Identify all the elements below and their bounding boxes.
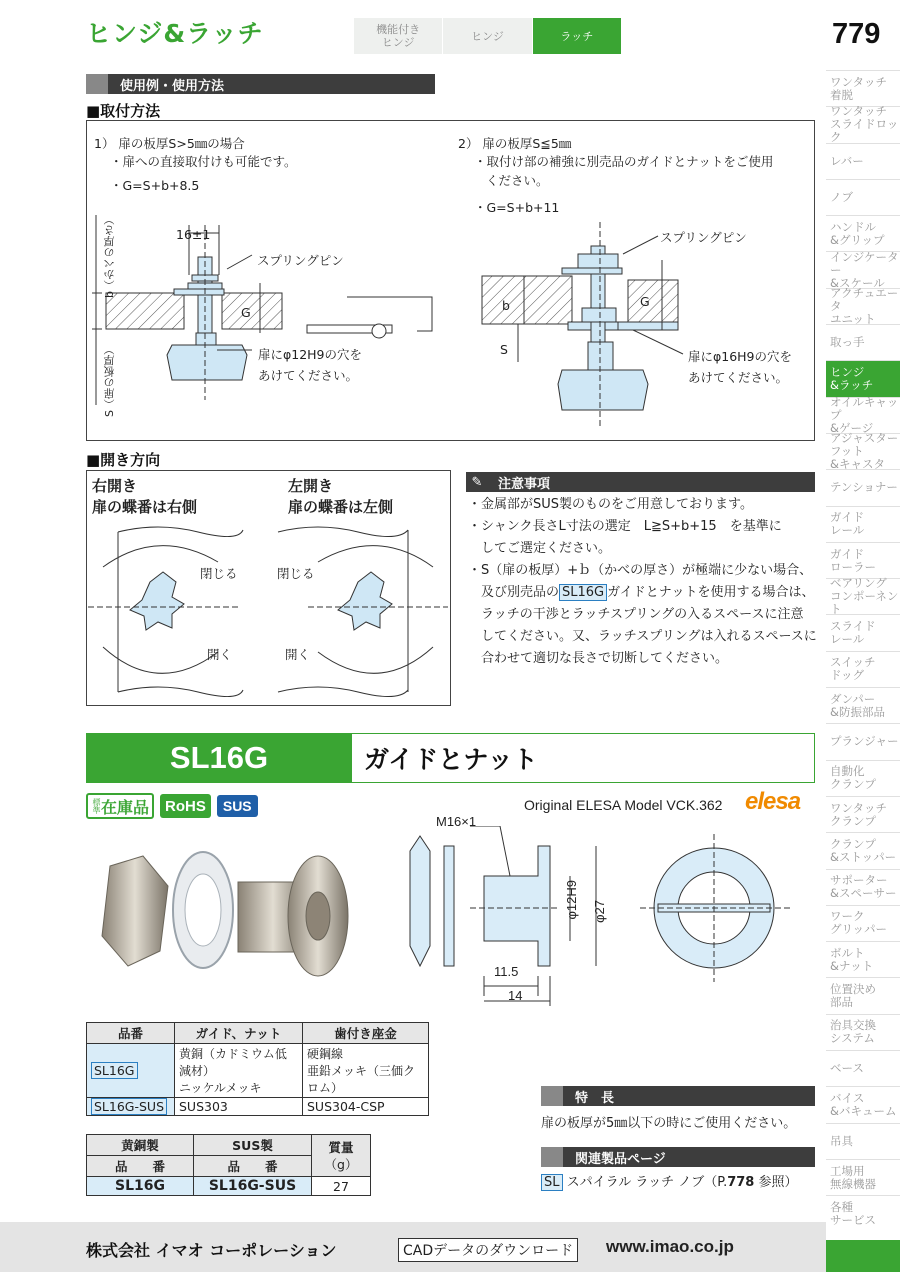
case2-hole-line1: 扉にφ16H9の穴を: [688, 349, 793, 364]
dim-length-1: 11.5: [494, 964, 519, 979]
related-code[interactable]: SL: [541, 1174, 563, 1191]
note-line-prefix: 及び別売品の: [468, 585, 560, 600]
opening-left-subtitle: 扉の蝶番は左側: [288, 498, 394, 516]
page-number: 779: [832, 18, 881, 50]
case1-g-label: G: [241, 305, 251, 320]
opening-left-title: 左開き: [288, 477, 334, 495]
material-header: ガイド、ナット: [175, 1023, 303, 1044]
case1-hole-line2: あけてください。: [258, 368, 359, 383]
notes-body: [468, 494, 820, 670]
related-bar: [541, 1147, 815, 1167]
table-row: [87, 1044, 429, 1098]
standard-label: 標準: [92, 798, 101, 814]
notes-bar: [466, 472, 815, 492]
case2-note-line2: ください。: [486, 173, 549, 188]
dim-outer-diameter: φ27: [592, 900, 607, 923]
original-model: Original ELESA Model VCK.362: [524, 797, 723, 813]
case1-b-label: b（かべの厚さ）: [103, 214, 116, 298]
case1-diagram: [92, 205, 452, 435]
opening-right-subtitle: 扉の蝶番は右側: [92, 498, 198, 516]
opening-heading: ■開き方向: [86, 451, 161, 469]
case1-formula: ・G=S+b+8.5: [110, 178, 200, 193]
sidebar-item[interactable]: 取っ手: [826, 324, 900, 360]
case2-note-line1: ・取付け部の補強に別売品のガイドとナットをご使用: [474, 154, 774, 169]
material-table: [86, 1022, 429, 1116]
cad-download-link[interactable]: CADデータのダウンロード: [398, 1238, 578, 1262]
spec-subheader: 品 番: [87, 1156, 194, 1177]
note-line: ・金属部がSUS製のものをご用意しております。: [468, 497, 753, 512]
case2-s-label: S: [500, 342, 508, 357]
notes-title: 注意事項: [498, 476, 551, 492]
note-line: してご選定ください。: [468, 541, 612, 556]
sidebar-item[interactable]: 各種 サービス: [826, 1195, 900, 1231]
material-guide: SUS303: [175, 1098, 303, 1116]
related-title: 関連製品ページ: [575, 1151, 666, 1167]
opening-diagram: [88, 522, 448, 702]
related-page: 778: [727, 1175, 755, 1190]
related-link[interactable]: [541, 1171, 798, 1190]
mounting-heading: ■取付方法: [86, 102, 161, 120]
page-title: ヒンジ&ラッチ: [86, 19, 264, 48]
rohs-badge: RoHS: [160, 794, 211, 818]
related-text: スパイラル ラッチ ノブ（P.: [566, 1175, 728, 1190]
sidebar-item[interactable]: ガイド レール: [826, 506, 900, 542]
spec-sus-code[interactable]: SL16G-SUS: [194, 1177, 312, 1196]
sidebar-item[interactable]: 治具交換 システム: [826, 1014, 900, 1050]
sidebar-item[interactable]: スライド レール: [826, 614, 900, 650]
note-line-suffix: ガイドとナットを使用する場合は、: [607, 585, 815, 600]
features-text: 扉の板厚が5㎜以下の時にご使用ください。: [541, 1116, 797, 1131]
sidebar-item[interactable]: テンショナー: [826, 469, 900, 505]
elesa-logo: elesa: [745, 788, 801, 815]
opening-right-open: 開く: [207, 647, 233, 662]
table-row: [87, 1177, 371, 1196]
case1-note: ・扉への直接取付けも可能です。: [110, 154, 297, 169]
material-header: 歯付き座金: [303, 1023, 429, 1044]
product-name: ガイドとナット: [364, 745, 538, 774]
note-line: 合わせて適切な長さで切断してください。: [468, 651, 729, 666]
sidebar-item[interactable]: レバー: [826, 143, 900, 179]
footer-accent: [826, 1240, 900, 1272]
note-line: してください。又、ラッチスプリングは入れるスペースに: [468, 629, 817, 644]
sidebar-item[interactable]: オイルキャップ &ゲージ: [826, 397, 900, 433]
spec-header: 黄銅製: [87, 1135, 194, 1156]
case1-hole-line1: 扉にφ12H9の穴を: [258, 347, 363, 362]
case2-diagram: [478, 222, 808, 432]
tab-latch[interactable]: ラッチ: [533, 18, 622, 54]
note-line: [468, 582, 820, 604]
material-code[interactable]: SL16G: [87, 1044, 175, 1098]
sidebar-item[interactable]: クランプ &ストッパー: [826, 832, 900, 868]
opening-left-close: 閉じる: [277, 566, 315, 581]
note-product-code[interactable]: SL16G: [559, 584, 607, 601]
spec-header-mass: 質量 （g）: [312, 1135, 371, 1177]
sidebar-item[interactable]: ノブ: [826, 179, 900, 215]
category-sidebar: [826, 70, 900, 1242]
case2-hole-line2: あけてください。: [688, 370, 789, 385]
case2-spring-pin-label: スプリングピン: [660, 230, 747, 245]
sidebar-item[interactable]: ハンドル &グリップ: [826, 215, 900, 251]
dim-inner-diameter: φ12H9: [564, 880, 579, 920]
case2-title: 2） 扉の板厚S≦5㎜: [458, 136, 572, 151]
case2-b-label: b: [502, 298, 510, 313]
sidebar-item[interactable]: ワンタッチ スライドロック: [826, 106, 900, 142]
case1-s-label: S（扉の板厚）: [103, 344, 116, 417]
dim-length-2: 14: [508, 988, 523, 1003]
sidebar-item[interactable]: 工場用 無線機器: [826, 1159, 900, 1195]
sidebar-item[interactable]: 位置決め 部品: [826, 977, 900, 1013]
material-washer: SUS304-CSP: [303, 1098, 429, 1116]
sidebar-item[interactable]: ヒンジ &ラッチ: [826, 360, 900, 396]
tab-hinge[interactable]: ヒンジ: [443, 18, 532, 54]
sidebar-item[interactable]: ワンタッチ 着脱: [826, 70, 900, 106]
stock-label: 在庫品: [101, 797, 150, 817]
opening-right-title: 右開き: [92, 477, 138, 495]
case1-title: 1） 扉の板厚S>5㎜の場合: [94, 136, 245, 151]
note-line: ・シャンク長さL寸法の選定 L≧S+b+15 を基準に: [468, 519, 782, 534]
sidebar-item[interactable]: ワーク グリッパー: [826, 905, 900, 941]
stock-badge: [86, 793, 154, 819]
material-header: 品番: [87, 1023, 175, 1044]
dim-thread: M16×1: [436, 814, 477, 829]
sidebar-item[interactable]: 吊具: [826, 1123, 900, 1159]
material-guide: 黄銅（カドミウム低減材） ニッケルメッキ: [175, 1044, 303, 1098]
sidebar-item[interactable]: ベース: [826, 1050, 900, 1086]
features-title: 特 長: [575, 1090, 615, 1106]
sidebar-item[interactable]: アクチュエータ ユニット: [826, 288, 900, 324]
category-tabs: [354, 18, 622, 54]
sidebar-item[interactable]: アジャスター フット &キャスタ: [826, 433, 900, 469]
material-washer: 硬鋼線 亜鉛メッキ（三価クロム）: [303, 1044, 429, 1098]
case2-formula: ・G=S+b+11: [474, 200, 560, 215]
pencil-icon: ✎: [471, 474, 483, 490]
sidebar-item[interactable]: ガイド ローラー: [826, 542, 900, 578]
case2-g-label: G: [640, 294, 650, 309]
note-line: ・S（扉の板厚）+ｂ（かべの厚さ）が極端に少ない場合、: [468, 563, 813, 578]
sus-badge: SUS: [217, 795, 258, 817]
usage-section-bar: [86, 74, 435, 94]
case1-dim-label: 16±1: [176, 227, 211, 242]
usage-section-title: 使用例・使用方法: [120, 78, 225, 94]
opening-left-open: 開く: [285, 647, 311, 662]
sidebar-item[interactable]: 自動化 クランプ: [826, 760, 900, 796]
sidebar-item[interactable]: サポーター &スペーサー: [826, 869, 900, 905]
sidebar-item[interactable]: インジケーター &スケール: [826, 251, 900, 287]
material-code[interactable]: SL16G-SUS: [87, 1098, 175, 1116]
spec-header: SUS製: [194, 1135, 312, 1156]
table-row: [87, 1098, 429, 1116]
product-drawing: [400, 826, 820, 1006]
spec-mass: 27: [312, 1177, 371, 1196]
product-photo: [98, 846, 368, 986]
note-line: ラッチの干渉とラッチスプリングの入るスペースに注意: [468, 607, 804, 622]
company-logo: 株式会社 イマオ コーポレーション: [86, 1241, 337, 1260]
opening-right-close: 閉じる: [200, 566, 238, 581]
sidebar-item[interactable]: ベアリング コンポーネント: [826, 578, 900, 614]
case1-spring-pin-label: スプリングピン: [257, 253, 344, 268]
sidebar-item[interactable]: ボルト &ナット: [826, 941, 900, 977]
badges: [86, 793, 258, 819]
website-link[interactable]: www.imao.co.jp: [606, 1237, 734, 1256]
tab-function-hinge[interactable]: 機能付き ヒンジ: [354, 18, 443, 54]
sidebar-item[interactable]: スイッチ ドッグ: [826, 651, 900, 687]
spec-table: [86, 1134, 371, 1196]
sidebar-item[interactable]: ワンタッチ クランプ: [826, 796, 900, 832]
sidebar-item[interactable]: プランジャー: [826, 723, 900, 759]
product-code-title: SL16G: [86, 733, 352, 783]
sidebar-item[interactable]: バイス &バキューム: [826, 1086, 900, 1122]
features-bar: [541, 1086, 815, 1106]
spec-subheader: 品 番: [194, 1156, 312, 1177]
related-suffix: 参照）: [758, 1175, 798, 1190]
sidebar-item[interactable]: ダンパー &防振部品: [826, 687, 900, 723]
spec-brass-code[interactable]: SL16G: [87, 1177, 194, 1196]
